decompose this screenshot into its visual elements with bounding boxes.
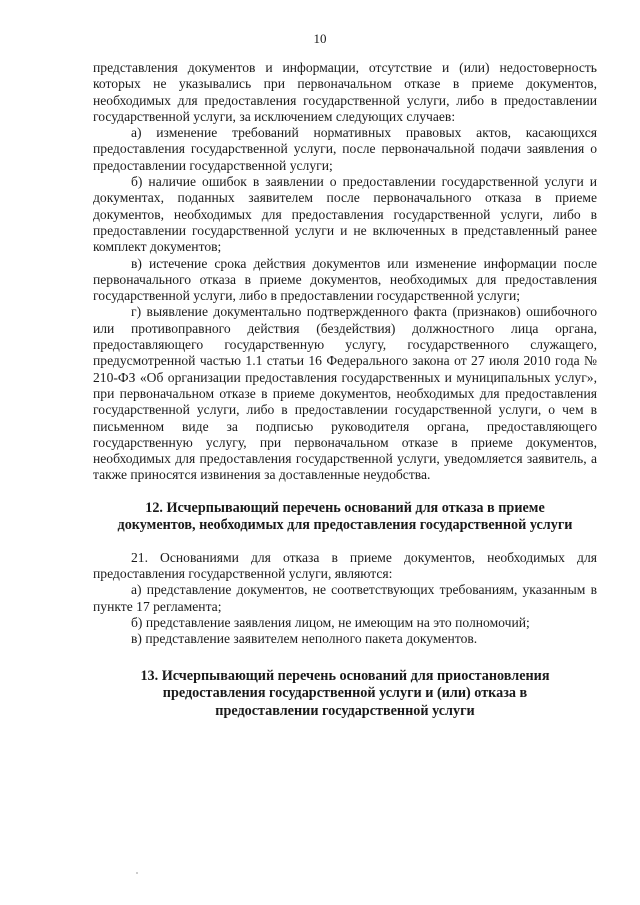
clause-21-item-b: б) представление заявления лицом, не имеющим на это полномочий; — [131, 614, 530, 630]
paragraph-continuation: представления документов и информации, отсутствие и (или) недостоверность которых не указывались при первоначальном отказе в приеме документов, необходимых для предоставления государственной услуги, либо в предоставлении государственной услуги, за исключением следующих случаев: — [93, 60, 597, 124]
list-item-a: а) изменение требований нормативных правовых актов, касающихся предоставления государственной услуги, после первоначальной подачи заявления о предоставлении государственной услуги; — [93, 125, 597, 173]
section-12-heading-line: 12. Исчерпывающий перечень оснований для отказа в приеме — [145, 499, 545, 516]
clause-21-item-a: а) представление документов, не соответствующих требованиям, указанным в пункте 17 регламента; — [93, 582, 597, 614]
section-13-heading-line: предоставления государственной услуги и (или) отказа в — [162, 685, 528, 701]
section-12-heading — [93, 500, 597, 535]
section-13-heading-line: 13. Исчерпывающий перечень оснований для приостановления — [140, 667, 550, 684]
list-item-v: в) истечение срока действия документов или изменение информации после первоначального отказа в приеме документов, необходимых для предоставления государственной услуги, либо в предоставлении государственной услуги; — [93, 255, 597, 304]
document-body — [93, 60, 597, 720]
list-item-g: г) выявление документально подтвержденного факта (признаков) ошибочного или противоправного действия (бездействия) должностного лица органа, предоставляющего государственную услугу, государственного служащего, предусмотренной частью 1.1 статьи 16 Федерального закона от 27 июля 2010 года № 210-ФЗ «Об организации предоставления государственных и муниципальных услуг», при первоначальном отказе в приеме документов, необходимых для предоставления государственной услуги, либо в предоставлении государственной услуги, о чем в письменном виде за подписью руководителя органа, предоставляющего государственную услугу, при первоначальном отказе в приеме документов, необходимых для предоставления государственной услуги, уведомляется заявитель, а также приносятся извинения за доставленные неудобства. — [93, 304, 597, 483]
list-item-b: б) наличие ошибок в заявлении о предоставлении государственной услуги и документах, поданных заявителем после первоначального отказа в приеме документов, необходимых для предоставления государственной услуги, либо в предоставлении государственной услуги и не включенных в представленный ранее комплект документов; — [93, 174, 597, 255]
clause-21: 21. Основаниями для отказа в приеме документов, необходимых для предоставления государственной услуги, являются: — [93, 549, 597, 582]
section-12-heading-line: документов, необходимых для предоставления государственной услуги — [117, 517, 573, 534]
section-13-heading — [93, 668, 597, 721]
clause-21-item-v: в) представление заявителем неполного пакета документов. — [131, 631, 478, 647]
section-13-heading-line: предоставлении государственной услуги — [215, 702, 475, 719]
scan-speck — [136, 872, 138, 874]
page-number: 10 — [313, 31, 327, 46]
